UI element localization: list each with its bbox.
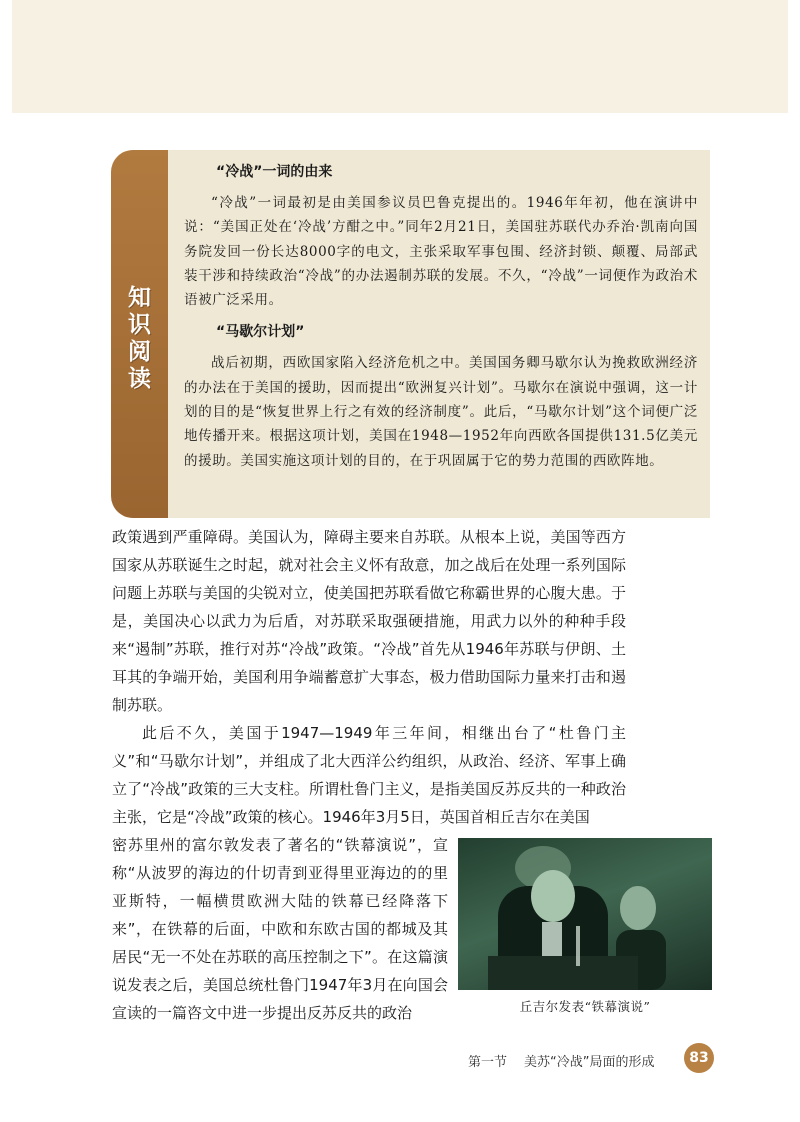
page-footer	[0, 1040, 800, 1080]
photo-illustration	[458, 838, 712, 990]
sidebar-label	[111, 285, 168, 393]
knowledge-reading-box	[168, 150, 710, 518]
sidebar-char: 识	[128, 312, 151, 338]
footer-section: 第一节	[468, 1055, 508, 1070]
body-paragraph: 政策遇到严重障碍。美国认为，障碍主要来自苏联。从根本上说，美国等西方国家从苏联诞生之时起，就对社会主义怀有敌意，加之战后在处理一系列国际问题上苏联与美国的尖锐对立，使美国把苏联看做它称霸世界的心腹大患。于是，美国决心以武力为后盾，对苏联采取强硬措施，用武力以外的种种手段来“遏制”苏联，推行对苏“冷战”政策。“冷战”首先从1946年苏联与伊朗、土耳其的争端开始，美国利用争端蓄意扩大事态，极力借助国际力量来打击和遏制苏联。	[112, 528, 626, 714]
body-paragraph: 密苏里州的富尔敦发表了著名的“铁幕演说”，宣称“从波罗的海边的什切青到亚得里亚海边的的里亚斯特，一幅横贯欧洲大陆的铁幕已经降落下来”，在铁幕的后面，中欧和东欧古国的都城及其居民“无一不处在苏联的高压控制之下”。在这篇演说发表之后，美国总统杜鲁门1947年3月在向国会宣读的一篇咨文中进一步提出反苏反共的政治	[112, 836, 448, 1022]
section-text-cold-war-origin: “冷战”一词最初是由美国参议员巴鲁克提出的。1946年年初，他在演讲中说：“美国正处在‘冷战’方酣之中。”同年2月21日，美国驻苏联代办乔治·凯南向国务院发回一份长达8000字的电文，主张采取军事包围、经济封锁、颠覆、局部武装干涉和持续政治“冷战”的办法遏制苏联的发展。不久，“冷战”一词便作为政治术语被广泛采用。	[184, 195, 698, 309]
sidebar-char: 阅	[128, 339, 151, 365]
body-text-wrapped	[112, 831, 448, 1027]
churchill-speech-photo	[458, 838, 712, 990]
section-title-marshall-plan: “马歇尔计划”	[216, 324, 305, 341]
footer-title: 美苏“冷战”局面的形成	[524, 1055, 655, 1070]
knowledge-reading-tab	[111, 150, 168, 518]
section-title-cold-war-origin: “冷战”一词的由来	[216, 164, 333, 180]
sidebar-char: 读	[128, 366, 151, 392]
sidebar-char: 知	[128, 285, 151, 311]
photo-caption: 丘吉尔发表“铁幕演说”	[519, 999, 651, 1014]
body-paragraph: 此后不久，美国于1947—1949年三年间，相继出台了“杜鲁门主义”和“马歇尔计划”，并组成了北大西洋公约组织，从政治、经济、军事上确立了“冷战”政策的三大支柱。所谓杜鲁门主义，是指美国反苏反共的一种政治主张，它是“冷战”政策的核心。1946年3月5日，英国首相丘吉尔在美国	[112, 724, 626, 826]
header-band	[12, 0, 788, 113]
section-text-marshall-plan: 战后初期，西欧国家陷入经济危机之中。美国国务卿马歇尔认为挽救欧洲经济的办法在于美国的援助，因而提出“欧洲复兴计划”。马歇尔在演说中强调，这一计划的目的是“恢复世界上行之有效的经济制度”。此后，“马歇尔计划”这个词便广泛地传播开来。根据这项计划，美国在1948—1952年向西欧各国提供131.5亿美元的援助。美国实施这项计划的目的，在于巩固属于它的势力范围的西欧阵地。	[184, 355, 698, 469]
body-text	[112, 523, 626, 831]
page-number: 83	[684, 1043, 714, 1073]
